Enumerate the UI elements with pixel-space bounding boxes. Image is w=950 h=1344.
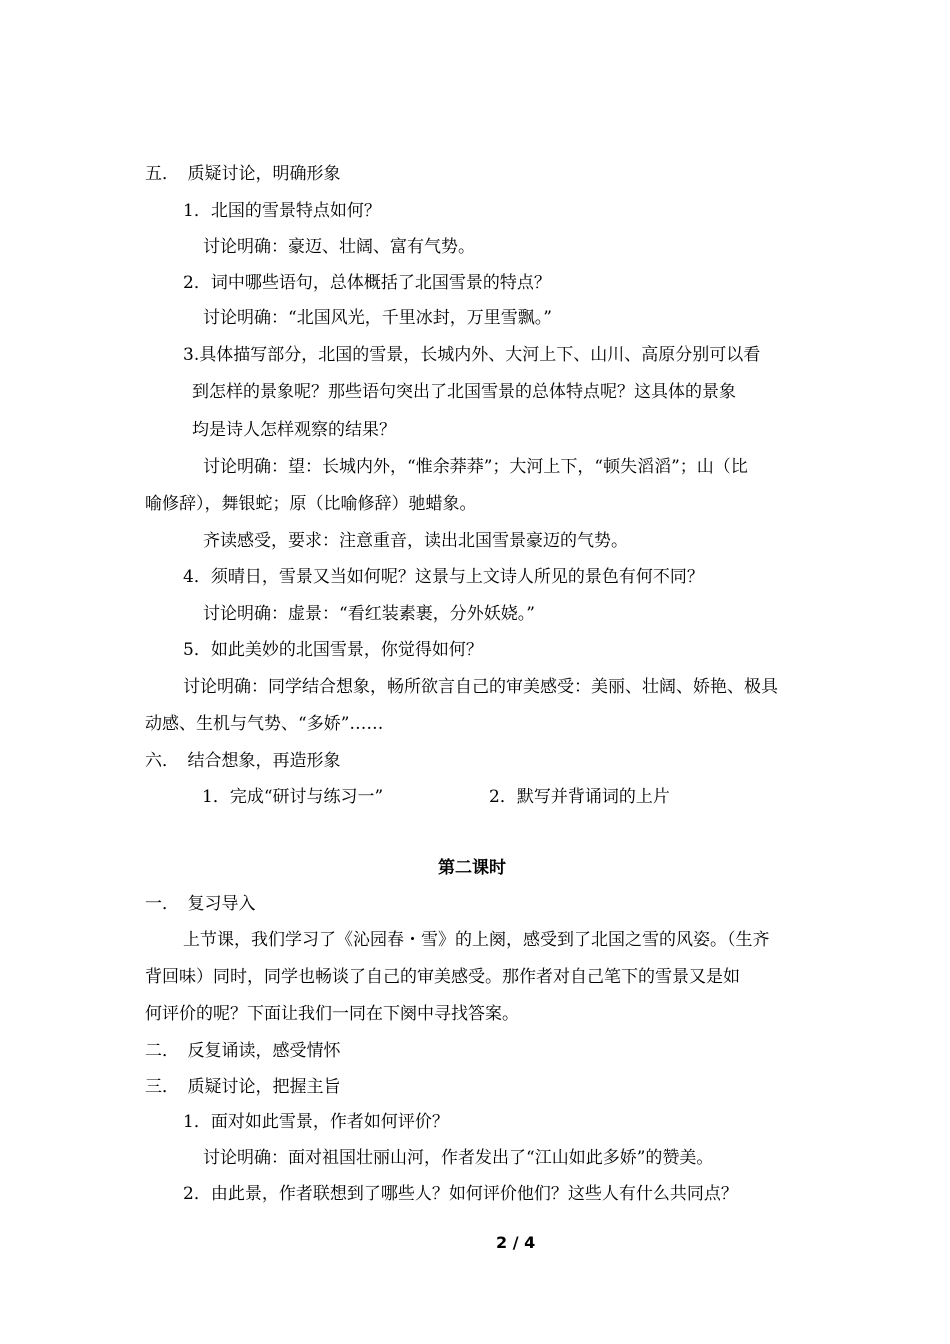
question-2: 2．词中哪些语句，总体概括了北国雪景的特点？	[183, 273, 551, 293]
answer-3-line-1: 讨论明确：望：长城内外，“惟余莽莽”；大河上下，“顿失滔滔”；山（比	[203, 457, 748, 477]
section-heading-6: 六． 结合想象，再造形象	[145, 751, 341, 771]
answer-1: 讨论明确：豪迈、壮阔、富有气势。	[203, 237, 475, 257]
question-1: 1．北国的雪景特点如何？	[183, 201, 381, 221]
lesson2-question-1: 1．面对如此雪景，作者如何评价？	[183, 1112, 449, 1132]
task-2: 2．默写并背诵词的上片	[489, 787, 670, 807]
section-heading-3: 三． 质疑讨论，把握主旨	[145, 1077, 341, 1097]
task-1: 1．完成“研讨与练习一”	[202, 787, 384, 807]
section-heading-2: 二． 反复诵读，感受情怀	[145, 1041, 341, 1061]
question-5: 5．如此美妙的北国雪景，你觉得如何？	[183, 640, 483, 660]
question-4: 4．须晴日，雪景又当如何呢？这景与上文诗人所见的景色有何不同？	[183, 567, 704, 587]
reading-task: 齐读感受，要求：注意重音，读出北国雪景豪迈的气势。	[203, 531, 628, 551]
answer-5-line-1: 讨论明确：同学结合想象，畅所欲言自己的审美感受：美丽、壮阔、娇艳、极具	[183, 677, 778, 697]
question-3-line-3: 均是诗人怎样观察的结果？	[192, 420, 396, 440]
answer-4: 讨论明确：虚景：“看红装素裹，分外妖娆。”	[203, 604, 535, 624]
section-heading-5: 五． 质疑讨论，明确形象	[145, 164, 341, 184]
paragraph-line-3: 何评价的呢？下面让我们一同在下阕中寻找答案。	[145, 1004, 519, 1024]
paragraph-line-2: 背回味）同时，同学也畅谈了自己的审美感受。那作者对自己笔下的雪景又是如	[145, 967, 740, 987]
lesson-title: 第二课时	[438, 858, 506, 878]
section-heading-1: 一． 复习导入	[145, 894, 256, 914]
answer-3-line-2: 喻修辞），舞银蛇；原（比喻修辞）驰蜡象。	[145, 494, 477, 514]
answer-5-line-2: 动感、生机与气势、“多娇”……	[145, 714, 384, 734]
lesson2-answer-1: 讨论明确：面对祖国壮丽山河，作者发出了“江山如此多娇”的赞美。	[203, 1148, 714, 1168]
answer-2: 讨论明确：“北国风光，千里冰封，万里雪飘。”	[203, 308, 552, 328]
paragraph-line-1: 上节课，我们学习了《沁园春・雪》的上阕，感受到了北国之雪的风姿。（生齐	[183, 930, 770, 950]
question-3-line-1: 3.具体描写部分，北国的雪景，长城内外、大河上下、山川、高原分别可以看	[183, 345, 761, 365]
lesson2-question-2: 2．由此景，作者联想到了哪些人？如何评价他们？这些人有什么共同点？	[183, 1184, 738, 1204]
question-3-line-2: 到怎样的景象呢？那些语句突出了北国雪景的总体特点呢？这具体的景象	[192, 382, 736, 402]
page-number: 2 / 4	[496, 1233, 536, 1252]
